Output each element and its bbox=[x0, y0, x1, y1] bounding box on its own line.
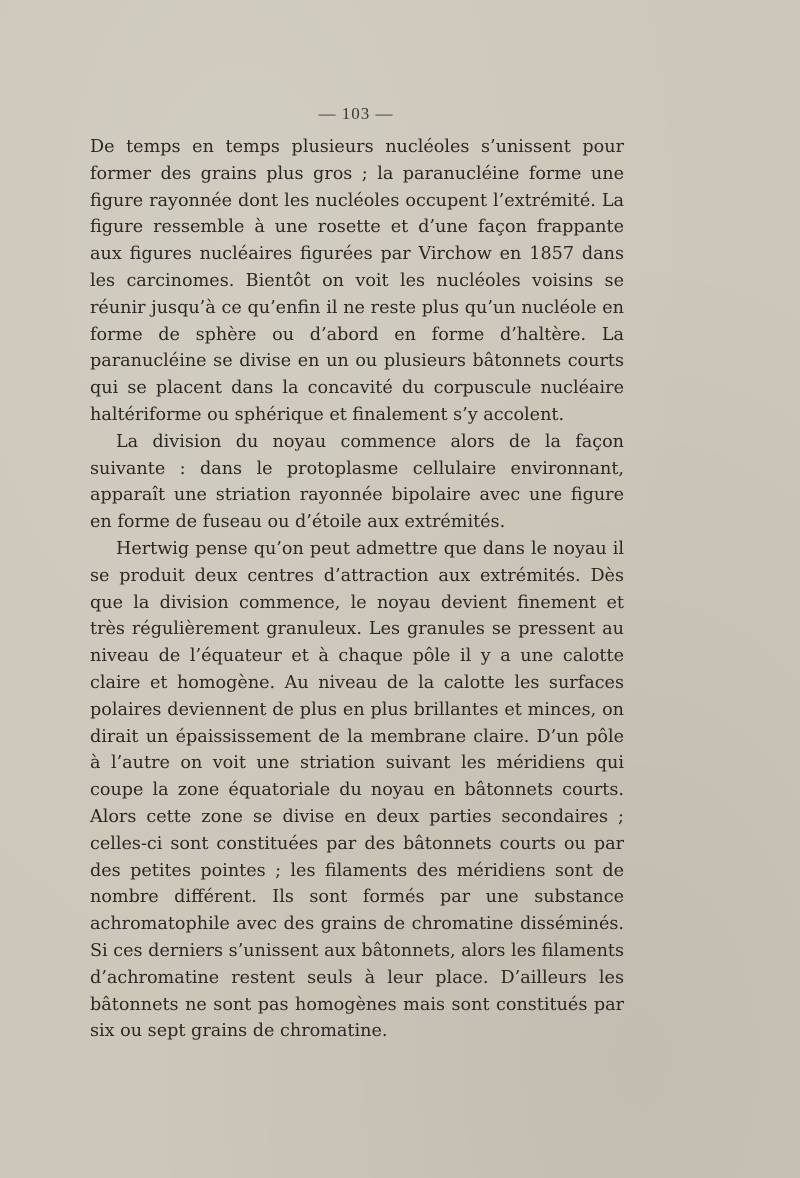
paragraph-1: De temps en temps plusieurs nucléoles s’unissent pour former des grains plus gros ; la paranucléine forme une figure rayonnée dont les nucléoles occupent l’extrémité. La figure ressemble à une rosette et d’une façon frappante aux figures nucléaires figurées par Virchow en 1857 dans les carcinomes. Bientôt on voit les nucléoles voisins se réunir jusqu’à ce qu’enfin il ne reste plus qu’un nucléole en forme de sphère ou d’abord en forme d’haltère. La paranucléine se divise en un ou plusieurs bâtonnets courts qui se placent dans la concavité du corpuscule nucléaire haltériforme ou sphérique et finalement s’y accolent. bbox=[90, 137, 624, 425]
paragraph-3: Hertwig pense qu’on peut admettre que dans le noyau il se produit deux centres d’attraction aux extrémités. Dès que la division commence, le noyau devient finement et très régulièrement granuleux. Les granules se pressent au niveau de l’équateur et à chaque pôle il y a une calotte claire et homogène. Au niveau de la calotte les surfaces polaires deviennent de plus en plus brillantes et minces, on dirait un épaississement de la membrane claire. D’un pôle à l’autre on voit une striation suivant les méridiens qui coupe la zone équatoriale du noyau en bâtonnets courts. Alors cette zone se divise en deux parties secondaires ; celles-ci sont constituées par des bâtonnets courts ou par des petites pointes ; les filaments des méridiens sont de nombre différent. Ils sont formés par une substance achromatophile avec des grains de chromatine disséminés. Si ces derniers s’unissent aux bâtonnets, alors les filaments d’achromatine restent seuls à leur place. D’ailleurs les bâtonnets ne sont pas homogènes mais sont constitués par six ou sept grains de chromatine. bbox=[90, 538, 624, 1042]
body-text bbox=[90, 134, 624, 1045]
page-number: — 103 — bbox=[318, 104, 394, 123]
paragraph-2: La division du noyau commence alors de la façon suivante : dans le protoplasme cellulaire environnant, apparaît une striation rayonnée bipolaire avec une figure en forme de fuseau ou d’étoile aux extrémités. bbox=[90, 431, 624, 533]
